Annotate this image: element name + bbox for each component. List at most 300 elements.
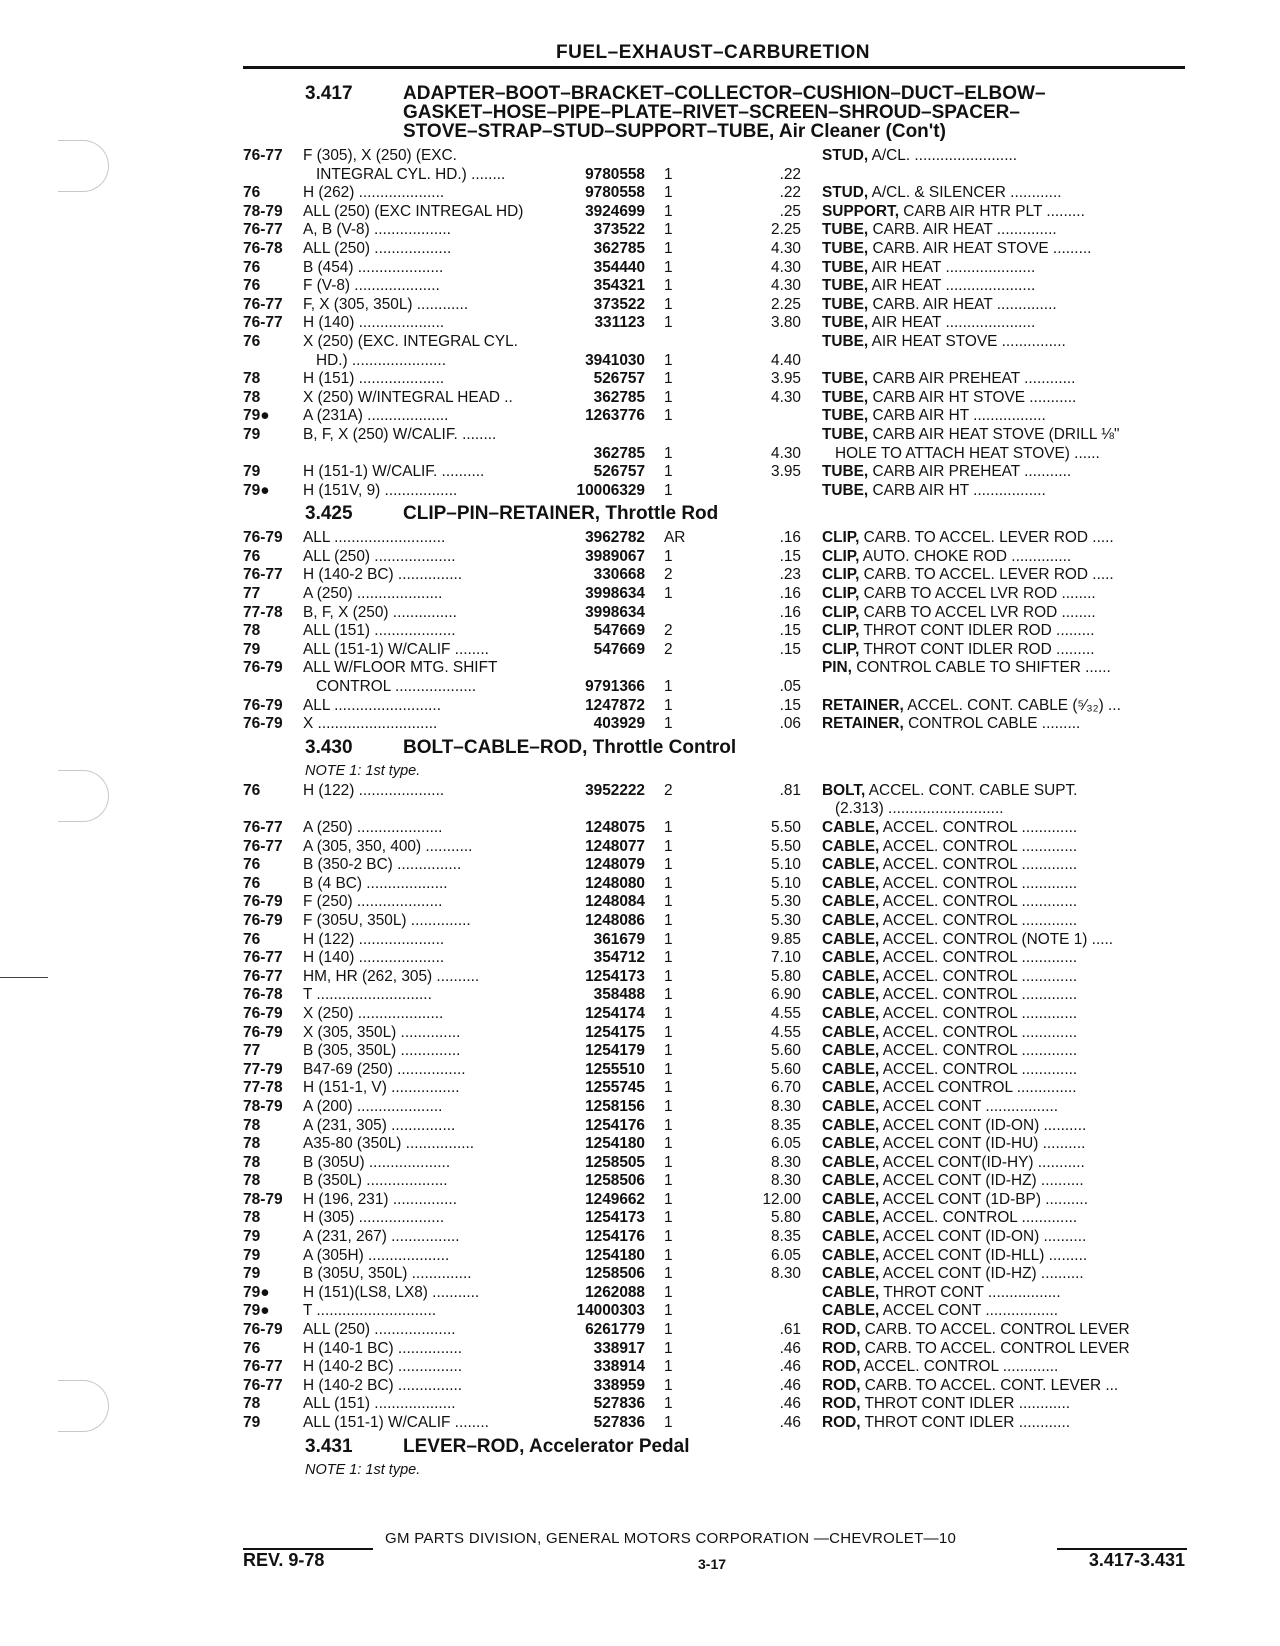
description-line — [822, 986, 1077, 1003]
part-number: 9791366 — [585, 678, 645, 696]
model-year: 76-79 — [243, 1321, 283, 1339]
quantity: 1 — [664, 463, 673, 481]
application-line: ALL (151-1) W/CALIF ........ — [303, 1414, 489, 1431]
price: .23 — [779, 566, 801, 584]
part-name: ROD, — [822, 1339, 861, 1357]
application-line: A (231, 305) ............... — [303, 1116, 456, 1134]
application-line: A35-80 (350L) ................ — [303, 1135, 475, 1153]
part-name: CABLE, — [822, 1228, 880, 1246]
quantity: AR — [664, 529, 686, 547]
part-number: 1254176 — [585, 1116, 645, 1134]
price: .15 — [779, 696, 801, 714]
table-row — [243, 1191, 1185, 1210]
description-text: CARB AIR HT STOVE ........... — [872, 388, 1077, 406]
part-number: 3998634 — [585, 585, 645, 603]
quantity: 1 — [664, 370, 673, 388]
description-line — [822, 1228, 1086, 1245]
binder-hole — [58, 1380, 109, 1432]
table-row — [243, 1302, 1185, 1321]
table-row — [243, 1209, 1185, 1228]
quantity: 2 — [664, 566, 673, 584]
description — [822, 277, 1184, 296]
model-year: 76-77 — [243, 1358, 283, 1376]
description-text: CONTROL CABLE ......... — [908, 715, 1081, 733]
table-row — [243, 715, 1185, 734]
part-number: 1248075 — [585, 819, 645, 836]
part-name: TUBE, — [822, 370, 869, 388]
model-year: 76-79 — [243, 715, 283, 733]
description-text: CARB TO ACCEL LVR ROD ........ — [863, 585, 1096, 603]
description-text: ACCEL. CONTROL ............. — [882, 949, 1078, 967]
revision-label: REV. 9-78 — [243, 1550, 325, 1570]
description — [822, 1228, 1184, 1247]
model-year: 78 — [243, 370, 261, 388]
quantity: 1 — [664, 930, 673, 948]
part-number: 1258505 — [585, 1153, 645, 1171]
description-text: CONTROL CABLE TO SHIFTER ...... — [856, 659, 1111, 677]
model-year: 76-77 — [243, 967, 283, 985]
table-row — [243, 856, 1185, 875]
model-year: 78 — [243, 1395, 261, 1413]
table-row — [243, 1321, 1185, 1340]
description-text: ACCEL CONT (ID-ON) .......... — [882, 1116, 1087, 1134]
description-line — [822, 1024, 1077, 1041]
part-number: 9780558 — [585, 165, 645, 183]
price: .16 — [779, 585, 801, 603]
part-name: CABLE, — [822, 856, 880, 874]
table-row — [243, 147, 1185, 184]
table-row — [243, 931, 1185, 950]
description-text: CARB. TO ACCEL. CONT. LEVER ... — [864, 1376, 1119, 1394]
part-name: TUBE, — [822, 388, 869, 406]
description — [822, 1358, 1184, 1377]
model-year: 76-77 — [243, 295, 283, 313]
description — [822, 1414, 1184, 1433]
part-number: 338917 — [593, 1339, 645, 1357]
part-number: 361679 — [593, 930, 645, 948]
description-line-2: HOLE TO ATTACH HEAT STOVE) ...... — [835, 444, 1100, 462]
part-name: CABLE, — [822, 1246, 880, 1264]
price: 5.50 — [771, 837, 801, 855]
application-line: B (305U) ................... — [303, 1153, 451, 1171]
price: .22 — [779, 165, 801, 183]
quantity: 1 — [664, 856, 673, 874]
application-line: H (151) .................... — [303, 370, 445, 388]
quantity: 1 — [664, 221, 673, 239]
price: 5.10 — [771, 874, 801, 892]
part-number: 3952222 — [585, 781, 645, 799]
price: 4.55 — [771, 1023, 801, 1041]
quantity: 1 — [664, 1283, 673, 1301]
quantity: 1 — [664, 1116, 673, 1134]
part-name: RETAINER, — [822, 696, 904, 714]
section-title — [403, 504, 1185, 523]
description — [822, 184, 1184, 203]
description-line — [822, 1042, 1077, 1059]
quantity: 1 — [664, 481, 673, 499]
section-3-430 — [243, 738, 1185, 1433]
table-row — [243, 184, 1185, 203]
table-row — [243, 838, 1185, 857]
section-note: NOTE 1: 1st type. — [305, 762, 421, 779]
description — [822, 893, 1184, 912]
description — [822, 604, 1184, 623]
quantity: 1 — [664, 874, 673, 892]
table-row — [243, 240, 1185, 259]
quantity: 1 — [664, 1097, 673, 1115]
description — [822, 1284, 1184, 1303]
application-line: ALL (250) ................... — [303, 1321, 456, 1339]
table-row — [243, 1042, 1185, 1061]
table-row — [243, 1377, 1185, 1396]
price: 5.30 — [771, 911, 801, 929]
page-number: 3-17 — [698, 1556, 727, 1572]
description-line — [822, 875, 1077, 892]
description — [822, 370, 1184, 389]
table-row — [243, 296, 1185, 315]
description-text: CARB AIR HT ................. — [872, 481, 1046, 499]
application-line: F (250) .................... — [303, 893, 443, 911]
part-name: TUBE, — [822, 277, 869, 295]
application-line: ALL (250) ................... — [303, 547, 456, 565]
quantity: 1 — [664, 1135, 673, 1153]
description-line — [822, 968, 1077, 985]
application-line: ALL .......................... — [303, 529, 446, 547]
description — [822, 221, 1184, 240]
description-line — [822, 184, 1062, 201]
description — [822, 1079, 1184, 1098]
model-year: 76 — [243, 781, 261, 799]
section-header — [243, 1437, 1185, 1456]
application-line: H (122) .................... — [303, 781, 445, 799]
description-line — [822, 1358, 1058, 1375]
price: 6.70 — [771, 1079, 801, 1097]
description-line — [822, 1209, 1077, 1226]
section-note: NOTE 1: 1st type. — [305, 1461, 421, 1478]
model-year: 76-79 — [243, 1023, 283, 1041]
part-number: 1248084 — [585, 893, 645, 911]
model-year: 77 — [243, 585, 261, 603]
section-title-line: BOLT–CABLE–ROD, Throttle Control — [403, 736, 737, 758]
table-row — [243, 1247, 1185, 1266]
part-name: SUPPORT, — [822, 202, 899, 220]
application-line: A (250) .................... — [303, 585, 443, 603]
description-text: ACCEL CONT ................. — [882, 1097, 1059, 1115]
description — [822, 1061, 1184, 1080]
description — [822, 912, 1184, 931]
part-number: 1249662 — [585, 1190, 645, 1208]
description-line — [822, 659, 1111, 676]
description-text: ACCEL. CONTROL ............. — [882, 893, 1078, 911]
price: 5.30 — [771, 893, 801, 911]
part-name: CABLE, — [822, 893, 880, 911]
quantity: 1 — [664, 351, 673, 369]
part-number: 1248079 — [585, 856, 645, 874]
application-line: H (196, 231) ............... — [303, 1190, 457, 1208]
description — [822, 856, 1184, 875]
price: 2.25 — [771, 221, 801, 239]
application-line-2: CONTROL ................... — [316, 678, 477, 696]
table-row — [243, 986, 1185, 1005]
application-line: H (140-2 BC) ............... — [303, 1376, 463, 1394]
model-year: 77-79 — [243, 1060, 283, 1078]
price: 3.95 — [771, 370, 801, 388]
description — [822, 1024, 1184, 1043]
description — [822, 641, 1184, 660]
part-number: 1254173 — [585, 1209, 645, 1227]
model-year: 78 — [243, 1172, 261, 1190]
model-year: 79● — [243, 1302, 270, 1320]
model-year: 79 — [243, 1414, 261, 1431]
part-name: CABLE, — [822, 1097, 880, 1115]
application-line: B (305, 350L) .............. — [303, 1042, 461, 1060]
application-line: H (140-2 BC) ............... — [303, 1358, 463, 1376]
price: .46 — [779, 1414, 801, 1431]
description — [822, 407, 1184, 426]
part-name: CLIP, — [822, 640, 860, 658]
price: 4.55 — [771, 1004, 801, 1022]
model-year: 76 — [243, 184, 261, 202]
price: .22 — [779, 184, 801, 202]
application-line-2: INTEGRAL CYL. HD.) ........ — [316, 165, 506, 183]
part-name: CABLE, — [822, 1116, 880, 1134]
price: 3.95 — [771, 463, 801, 481]
description — [822, 949, 1184, 968]
part-name: CLIP, — [822, 566, 860, 584]
application-line: X (250) (EXC. INTEGRAL CYL. — [303, 332, 518, 350]
description — [822, 482, 1184, 501]
description — [822, 1302, 1184, 1321]
description-line — [822, 1005, 1077, 1022]
application-line: H (151-1) W/CALIF. .......... — [303, 463, 485, 481]
description-text: AIR HEAT ..................... — [871, 258, 1036, 276]
part-number: 1254176 — [585, 1228, 645, 1246]
description-line — [822, 1135, 1085, 1152]
model-year: 76-77 — [243, 314, 283, 332]
description-line — [822, 641, 1095, 658]
part-name: CABLE, — [822, 1265, 880, 1283]
application-line: H (151-1, V) ................ — [303, 1079, 460, 1097]
part-number: 1263776 — [585, 407, 645, 425]
description-text: ACCEL CONT (ID-HU) .......... — [882, 1135, 1086, 1153]
description-line — [822, 622, 1095, 639]
description — [822, 875, 1184, 894]
application-line: F (305U, 350L) .............. — [303, 911, 471, 929]
application-line: H (151)(LS8, LX8) ........... — [303, 1283, 480, 1301]
price: .81 — [779, 781, 801, 799]
part-name: TUBE, — [822, 332, 869, 350]
quantity: 1 — [664, 295, 673, 313]
part-name: CLIP, — [822, 547, 860, 565]
table-row — [243, 407, 1185, 426]
application-line: F (V-8) .................... — [303, 277, 440, 295]
model-year: 76 — [243, 930, 261, 948]
section-header — [243, 84, 1185, 141]
part-name: CABLE, — [822, 1153, 880, 1171]
price: 8.30 — [771, 1097, 801, 1115]
application-line: A (200) .................... — [303, 1097, 443, 1115]
description — [822, 389, 1184, 408]
description — [822, 1042, 1184, 1061]
part-number: 3989067 — [585, 547, 645, 565]
part-number: 3941030 — [585, 351, 645, 369]
description — [822, 1377, 1184, 1396]
price: .46 — [779, 1395, 801, 1413]
price: 5.10 — [771, 856, 801, 874]
application-line: B, F, X (250) ............... — [303, 603, 457, 621]
table-row — [243, 875, 1185, 894]
description-line — [822, 463, 1071, 480]
description-text: CARB AIR HTR PLT ......... — [903, 202, 1085, 220]
price: 5.80 — [771, 1209, 801, 1227]
table-row — [243, 1061, 1185, 1080]
description — [822, 566, 1184, 585]
price: 4.30 — [771, 239, 801, 257]
description-text: CARB AIR HT ................. — [872, 407, 1046, 425]
section-header — [243, 504, 1185, 523]
application-line: X (250) W/INTEGRAL HEAD .. — [303, 388, 513, 406]
application-line: H (151V, 9) ................. — [303, 481, 458, 499]
price: 5.60 — [771, 1042, 801, 1060]
description — [822, 819, 1184, 838]
section-title-line: STOVE–STRAP–STUD–SUPPORT–TUBE, Air Cleaner (Con't) — [403, 121, 946, 142]
description-line — [822, 1247, 1087, 1264]
part-number: 1254174 — [585, 1004, 645, 1022]
quantity: 1 — [664, 1339, 673, 1357]
model-year: 76 — [243, 856, 261, 874]
description-text: A/CL. ........................ — [871, 147, 1018, 164]
quantity: 1 — [664, 1060, 673, 1078]
description-line — [822, 782, 1077, 799]
part-name: CABLE, — [822, 967, 880, 985]
part-number: 3962782 — [585, 529, 645, 547]
description-line — [822, 819, 1077, 836]
model-year: 79 — [243, 1265, 261, 1283]
description — [822, 203, 1184, 222]
description-text: THROT CONT IDLER ROD ......... — [863, 622, 1095, 640]
part-name: STUD, — [822, 147, 869, 164]
description-line — [822, 426, 1119, 443]
price: .61 — [779, 1321, 801, 1339]
application-line: H (122) .................... — [303, 930, 445, 948]
description-line — [822, 949, 1077, 966]
description-text: CARB TO ACCEL LVR ROD ........ — [863, 603, 1096, 621]
price: 4.30 — [771, 444, 801, 462]
description-line — [822, 482, 1046, 499]
part-number: 373522 — [593, 295, 645, 313]
part-name: CABLE, — [822, 911, 880, 929]
quantity: 1 — [664, 1004, 673, 1022]
table-row — [243, 529, 1185, 548]
description-text: ACCEL. CONTROL ............. — [882, 874, 1078, 892]
description-text: CARB. AIR HEAT .............. — [872, 295, 1057, 313]
description — [822, 659, 1184, 678]
description-line — [822, 147, 1017, 164]
section-number: 3.431 — [305, 1435, 353, 1457]
table-row — [243, 1284, 1185, 1303]
model-year: 79 — [243, 425, 261, 443]
model-year: 76 — [243, 1339, 261, 1357]
price: 5.80 — [771, 967, 801, 985]
description-text: CARB. TO ACCEL. CONTROL LEVER — [864, 1339, 1130, 1357]
table-row — [243, 566, 1185, 585]
section-number: 3.425 — [305, 503, 353, 525]
description-line — [822, 1061, 1077, 1078]
price: 8.30 — [771, 1265, 801, 1283]
quantity: 1 — [664, 277, 673, 295]
price: 3.80 — [771, 314, 801, 332]
description-line — [822, 931, 1113, 948]
table-row — [243, 1172, 1185, 1191]
price: 6.90 — [771, 986, 801, 1004]
description — [822, 426, 1184, 463]
model-year: 76-79 — [243, 529, 283, 547]
section-3-425 — [243, 504, 1185, 734]
description-line — [822, 277, 1035, 294]
quantity: 1 — [664, 1042, 673, 1060]
model-year: 76-77 — [243, 1376, 283, 1394]
description — [822, 1005, 1184, 1024]
price: 8.30 — [771, 1172, 801, 1190]
application-line: H (140-2 BC) ............... — [303, 566, 463, 584]
description-text: ACCEL. CONTROL ............. — [882, 856, 1078, 874]
parts-table — [243, 147, 1185, 500]
description — [822, 548, 1184, 567]
description-line — [822, 715, 1080, 732]
section-title-line: CLIP–PIN–RETAINER, Throttle Rod — [403, 503, 719, 525]
model-year: 76-79 — [243, 911, 283, 929]
description-text: ACCEL. CONTROL ............. — [863, 1358, 1059, 1376]
part-number: 1262088 — [585, 1283, 645, 1301]
description-text: ACCEL CONT (ID-HLL) ......... — [882, 1246, 1088, 1264]
description-text: ACCEL. CONTROL ............. — [882, 911, 1078, 929]
model-year: 77-78 — [243, 1079, 283, 1097]
price: 8.30 — [771, 1153, 801, 1171]
price: .25 — [779, 202, 801, 220]
table-row — [243, 463, 1185, 482]
part-number: 1254179 — [585, 1042, 645, 1060]
model-year: 76-77 — [243, 221, 283, 239]
table-row — [243, 585, 1185, 604]
quantity: 1 — [664, 967, 673, 985]
parts-table — [243, 782, 1185, 1433]
model-year: 79 — [243, 1246, 261, 1264]
table-row — [243, 277, 1185, 296]
model-year: 76-79 — [243, 893, 283, 911]
part-number: 338914 — [593, 1358, 645, 1376]
table-row — [243, 1265, 1185, 1284]
description-line — [822, 1191, 1088, 1208]
application-line: X (305, 350L) .............. — [303, 1023, 461, 1041]
part-name: CABLE, — [822, 1209, 880, 1227]
model-year: 78 — [243, 1135, 261, 1153]
table-row — [243, 314, 1185, 333]
application-line: B (305U, 350L) .............. — [303, 1265, 472, 1283]
price: 8.35 — [771, 1228, 801, 1246]
description-text: ACCEL. CONTROL ............. — [882, 1023, 1078, 1041]
description-text: ACCEL CONT (ID-HZ) .......... — [882, 1172, 1084, 1190]
model-year: 78 — [243, 1116, 261, 1134]
application-line: B, F, X (250) W/CALIF. ........ — [303, 425, 497, 443]
description-text: ACCEL. CONT. CABLE (⁵⁄₃₂) ... — [907, 696, 1121, 714]
model-year: 76-77 — [243, 949, 283, 967]
table-row — [243, 203, 1185, 222]
quantity: 1 — [664, 1023, 673, 1041]
table-row — [243, 782, 1185, 819]
section-title — [403, 738, 1185, 757]
application-line: ALL W/FLOOR MTG. SHIFT — [303, 659, 498, 677]
description-text: ACCEL. CONTROL ............. — [882, 1004, 1078, 1022]
